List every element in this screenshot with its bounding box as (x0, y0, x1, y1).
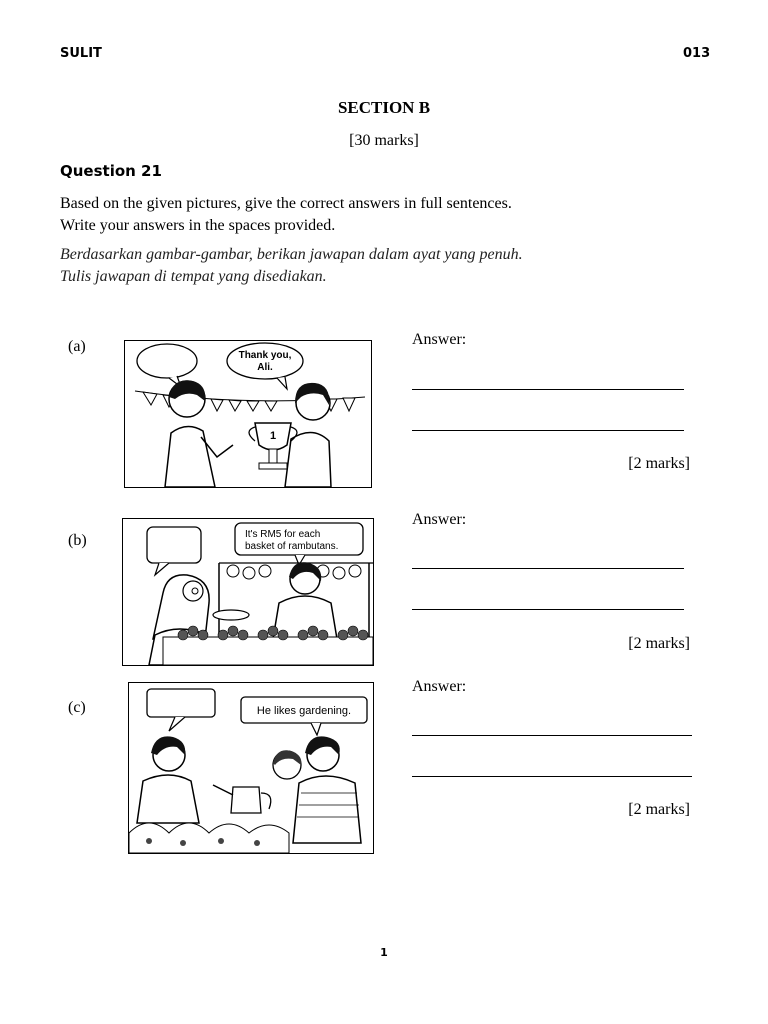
instruction-line: Based on the given pictures, give the correct answers in full sentences. (60, 195, 512, 212)
part-c-picture (128, 682, 374, 854)
header-left: SULIT (60, 46, 102, 61)
header-right: 013 (683, 46, 711, 61)
part-c-answer-line-1[interactable] (412, 735, 692, 736)
section-marks: [30 marks] (349, 132, 419, 149)
instructions-en (60, 193, 512, 237)
page-number: 1 (380, 946, 388, 959)
part-c-marks: [2 marks] (628, 801, 690, 818)
part-b-answer-label: Answer: (412, 511, 467, 528)
bubble-text-b-line1: It's RM5 for each (245, 529, 321, 540)
instruction-line: Berdasarkan gambar-gambar, berikan jawapan dalam ayat yang penuh. (60, 246, 523, 263)
part-a-answer-label: Answer: (412, 331, 467, 348)
part-b-answer-line-2[interactable] (412, 609, 684, 610)
bubble-text-c: He likes gardening. (256, 705, 352, 717)
part-a-marks: [2 marks] (628, 455, 690, 472)
part-a-answer-line-1[interactable] (412, 389, 684, 390)
part-c-label: (c) (68, 699, 86, 716)
trophy-text: 1 (269, 430, 277, 442)
part-c-answer-line-2[interactable] (412, 776, 692, 777)
bubble-text-b-line2: basket of rambutans. (245, 541, 339, 552)
part-a-answer-line-2[interactable] (412, 430, 684, 431)
bubble-text-a-line1: Thank you, (238, 350, 292, 361)
instruction-line: Write your answers in the spaces provided. (60, 217, 336, 234)
section-title: SECTION B (337, 98, 431, 117)
part-b-label: (b) (68, 532, 87, 549)
bubble-text-a-line2: Ali. (257, 362, 273, 373)
question-title: Question 21 (60, 162, 162, 180)
instruction-line: Tulis jawapan di tempat yang disediakan. (60, 268, 327, 285)
part-a-label: (a) (68, 338, 86, 355)
instructions-ms (60, 244, 523, 288)
part-b-marks: [2 marks] (628, 635, 690, 652)
part-a-picture (124, 340, 372, 488)
part-b-answer-line-1[interactable] (412, 568, 684, 569)
part-b-picture (122, 518, 374, 666)
part-c-answer-label: Answer: (412, 678, 467, 695)
